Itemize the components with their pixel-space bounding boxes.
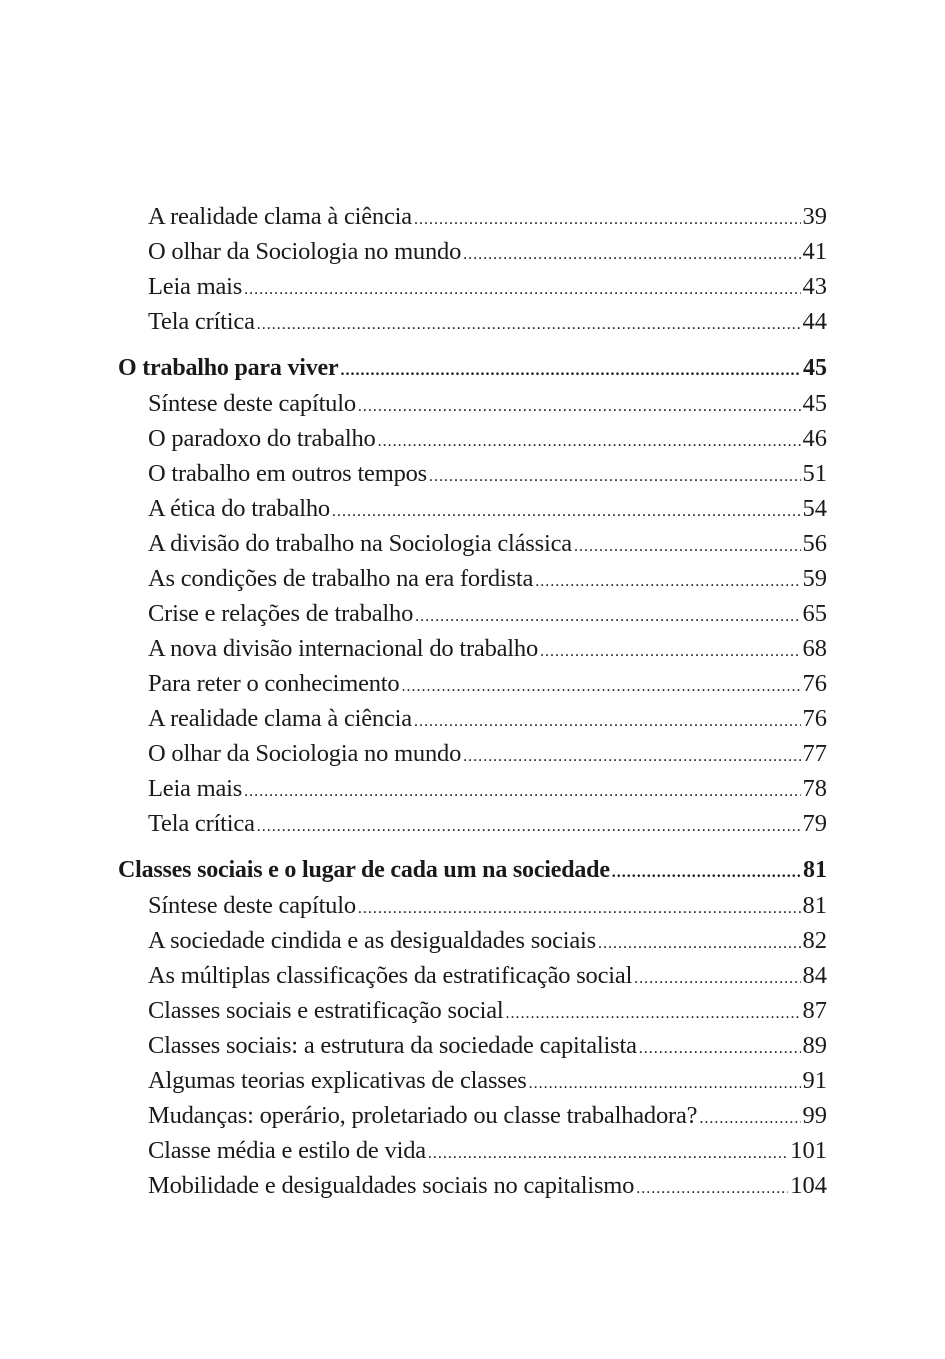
dot-leader [699, 1101, 800, 1136]
entry-page: 82 [802, 927, 827, 954]
toc-entry[interactable] [118, 631, 827, 666]
toc-entry[interactable] [118, 234, 827, 269]
toc-entry[interactable] [118, 923, 827, 958]
dot-leader [639, 1031, 801, 1066]
chapter-page: 45 [803, 355, 827, 381]
dot-leader [535, 564, 800, 599]
table-of-contents [118, 199, 827, 1203]
toc-entry[interactable] [118, 526, 827, 561]
dot-leader [429, 459, 800, 494]
entry-title: Crise e relações de trabalho [148, 600, 414, 627]
entry-page: 89 [802, 1032, 827, 1059]
chapter-title: O trabalho para viver [118, 355, 339, 381]
entry-title: Classes sociais e estratificação social [148, 997, 504, 1024]
toc-entry[interactable] [118, 958, 827, 993]
toc-entry[interactable] [118, 304, 827, 339]
dot-leader [244, 272, 800, 307]
entry-page: 81 [802, 892, 827, 919]
entry-page: 76 [802, 670, 827, 697]
previous-section-entries [118, 199, 827, 339]
dot-leader [257, 307, 801, 342]
entry-title: A nova divisão internacional do trabalho [148, 635, 539, 662]
toc-entry[interactable] [118, 1063, 827, 1098]
entry-page: 51 [802, 460, 827, 487]
entry-title: O paradoxo do trabalho [148, 425, 376, 452]
chapter-trabalho [118, 351, 827, 841]
chapter-heading[interactable] [118, 853, 827, 888]
entry-title: Tela crítica [148, 308, 255, 335]
toc-entry[interactable] [118, 666, 827, 701]
dot-leader [244, 774, 800, 809]
toc-entry[interactable] [118, 386, 827, 421]
entry-page: 76 [802, 705, 827, 732]
toc-entry[interactable] [118, 269, 827, 304]
toc-entry[interactable] [118, 491, 827, 526]
toc-entry[interactable] [118, 993, 827, 1028]
entry-title: As condições de trabalho na era fordista [148, 565, 534, 592]
chapter-classes-sociais [118, 853, 827, 1203]
entry-title: A realidade clama à ciência [148, 705, 412, 732]
toc-entry[interactable] [118, 456, 827, 491]
toc-entry[interactable] [118, 421, 827, 456]
entry-page: 91 [802, 1067, 827, 1094]
entry-title: Mudanças: operário, proletariado ou classe trabalhadora? [148, 1102, 698, 1129]
dot-leader [540, 634, 800, 669]
dot-leader [414, 202, 801, 237]
chapter-heading[interactable] [118, 351, 827, 386]
dot-leader [332, 494, 801, 529]
toc-entry[interactable] [118, 701, 827, 736]
entry-title: A realidade clama à ciência [148, 203, 412, 230]
entry-page: 101 [790, 1137, 827, 1164]
entry-page: 45 [802, 390, 827, 417]
toc-entry[interactable] [118, 736, 827, 771]
entry-title: Leia mais [148, 273, 243, 300]
dot-leader [428, 1136, 788, 1171]
entry-page: 87 [802, 997, 827, 1024]
dot-leader [505, 996, 800, 1031]
dot-leader [636, 1171, 788, 1206]
entry-title: A divisão do trabalho na Sociologia clássica [148, 530, 572, 557]
entry-page: 79 [802, 810, 827, 837]
entry-page: 104 [790, 1172, 827, 1199]
dot-leader [574, 529, 801, 564]
entry-page: 43 [802, 273, 827, 300]
toc-entry[interactable] [118, 771, 827, 806]
entry-title: Classe média e estilo de vida [148, 1137, 426, 1164]
toc-entry[interactable] [118, 1168, 827, 1203]
dot-leader [340, 353, 801, 388]
entry-title: Classes sociais: a estrutura da sociedade capitalista [148, 1032, 637, 1059]
entry-title: Tela crítica [148, 810, 255, 837]
toc-entry[interactable] [118, 199, 827, 234]
dot-leader [415, 599, 800, 634]
entry-title: As múltiplas classificações da estratificação social [148, 962, 633, 989]
toc-entry[interactable] [118, 888, 827, 923]
dot-leader [414, 704, 801, 739]
entry-title: A sociedade cindida e as desigualdades sociais [148, 927, 596, 954]
dot-leader [378, 424, 801, 459]
dot-leader [598, 926, 801, 961]
entry-title: Síntese deste capítulo [148, 892, 356, 919]
dot-leader [401, 669, 800, 704]
entry-page: 77 [802, 740, 827, 767]
dot-leader [529, 1066, 801, 1101]
toc-entry[interactable] [118, 1098, 827, 1133]
toc-entry[interactable] [118, 806, 827, 841]
entry-page: 78 [802, 775, 827, 802]
entry-title: A ética do trabalho [148, 495, 330, 522]
entry-title: O olhar da Sociologia no mundo [148, 740, 462, 767]
entry-title: O olhar da Sociologia no mundo [148, 238, 462, 265]
entry-page: 68 [802, 635, 827, 662]
dot-leader [358, 389, 801, 424]
entry-page: 56 [802, 530, 827, 557]
entry-page: 39 [802, 203, 827, 230]
entry-title: Leia mais [148, 775, 243, 802]
entry-page: 46 [802, 425, 827, 452]
entry-page: 44 [802, 308, 827, 335]
dot-leader [358, 891, 801, 926]
entry-page: 84 [802, 962, 827, 989]
dot-leader [612, 855, 801, 890]
entry-page: 59 [802, 565, 827, 592]
dot-leader [257, 809, 801, 844]
toc-entry[interactable] [118, 596, 827, 631]
chapter-page: 81 [803, 857, 827, 883]
chapter-title: Classes sociais e o lugar de cada um na sociedade [118, 857, 610, 883]
entry-title: Mobilidade e desigualdades sociais no capitalismo [148, 1172, 635, 1199]
toc-entry[interactable] [118, 561, 827, 596]
entry-page: 99 [802, 1102, 827, 1129]
dot-leader [634, 961, 800, 996]
entry-title: Para reter o conhecimento [148, 670, 400, 697]
entry-title: Algumas teorias explicativas de classes [148, 1067, 527, 1094]
toc-entry[interactable] [118, 1133, 827, 1168]
entry-title: Síntese deste capítulo [148, 390, 356, 417]
toc-entry[interactable] [118, 1028, 827, 1063]
entry-page: 65 [802, 600, 827, 627]
dot-leader [463, 237, 800, 272]
entry-title: O trabalho em outros tempos [148, 460, 428, 487]
dot-leader [463, 739, 800, 774]
entry-page: 54 [802, 495, 827, 522]
entry-page: 41 [802, 238, 827, 265]
